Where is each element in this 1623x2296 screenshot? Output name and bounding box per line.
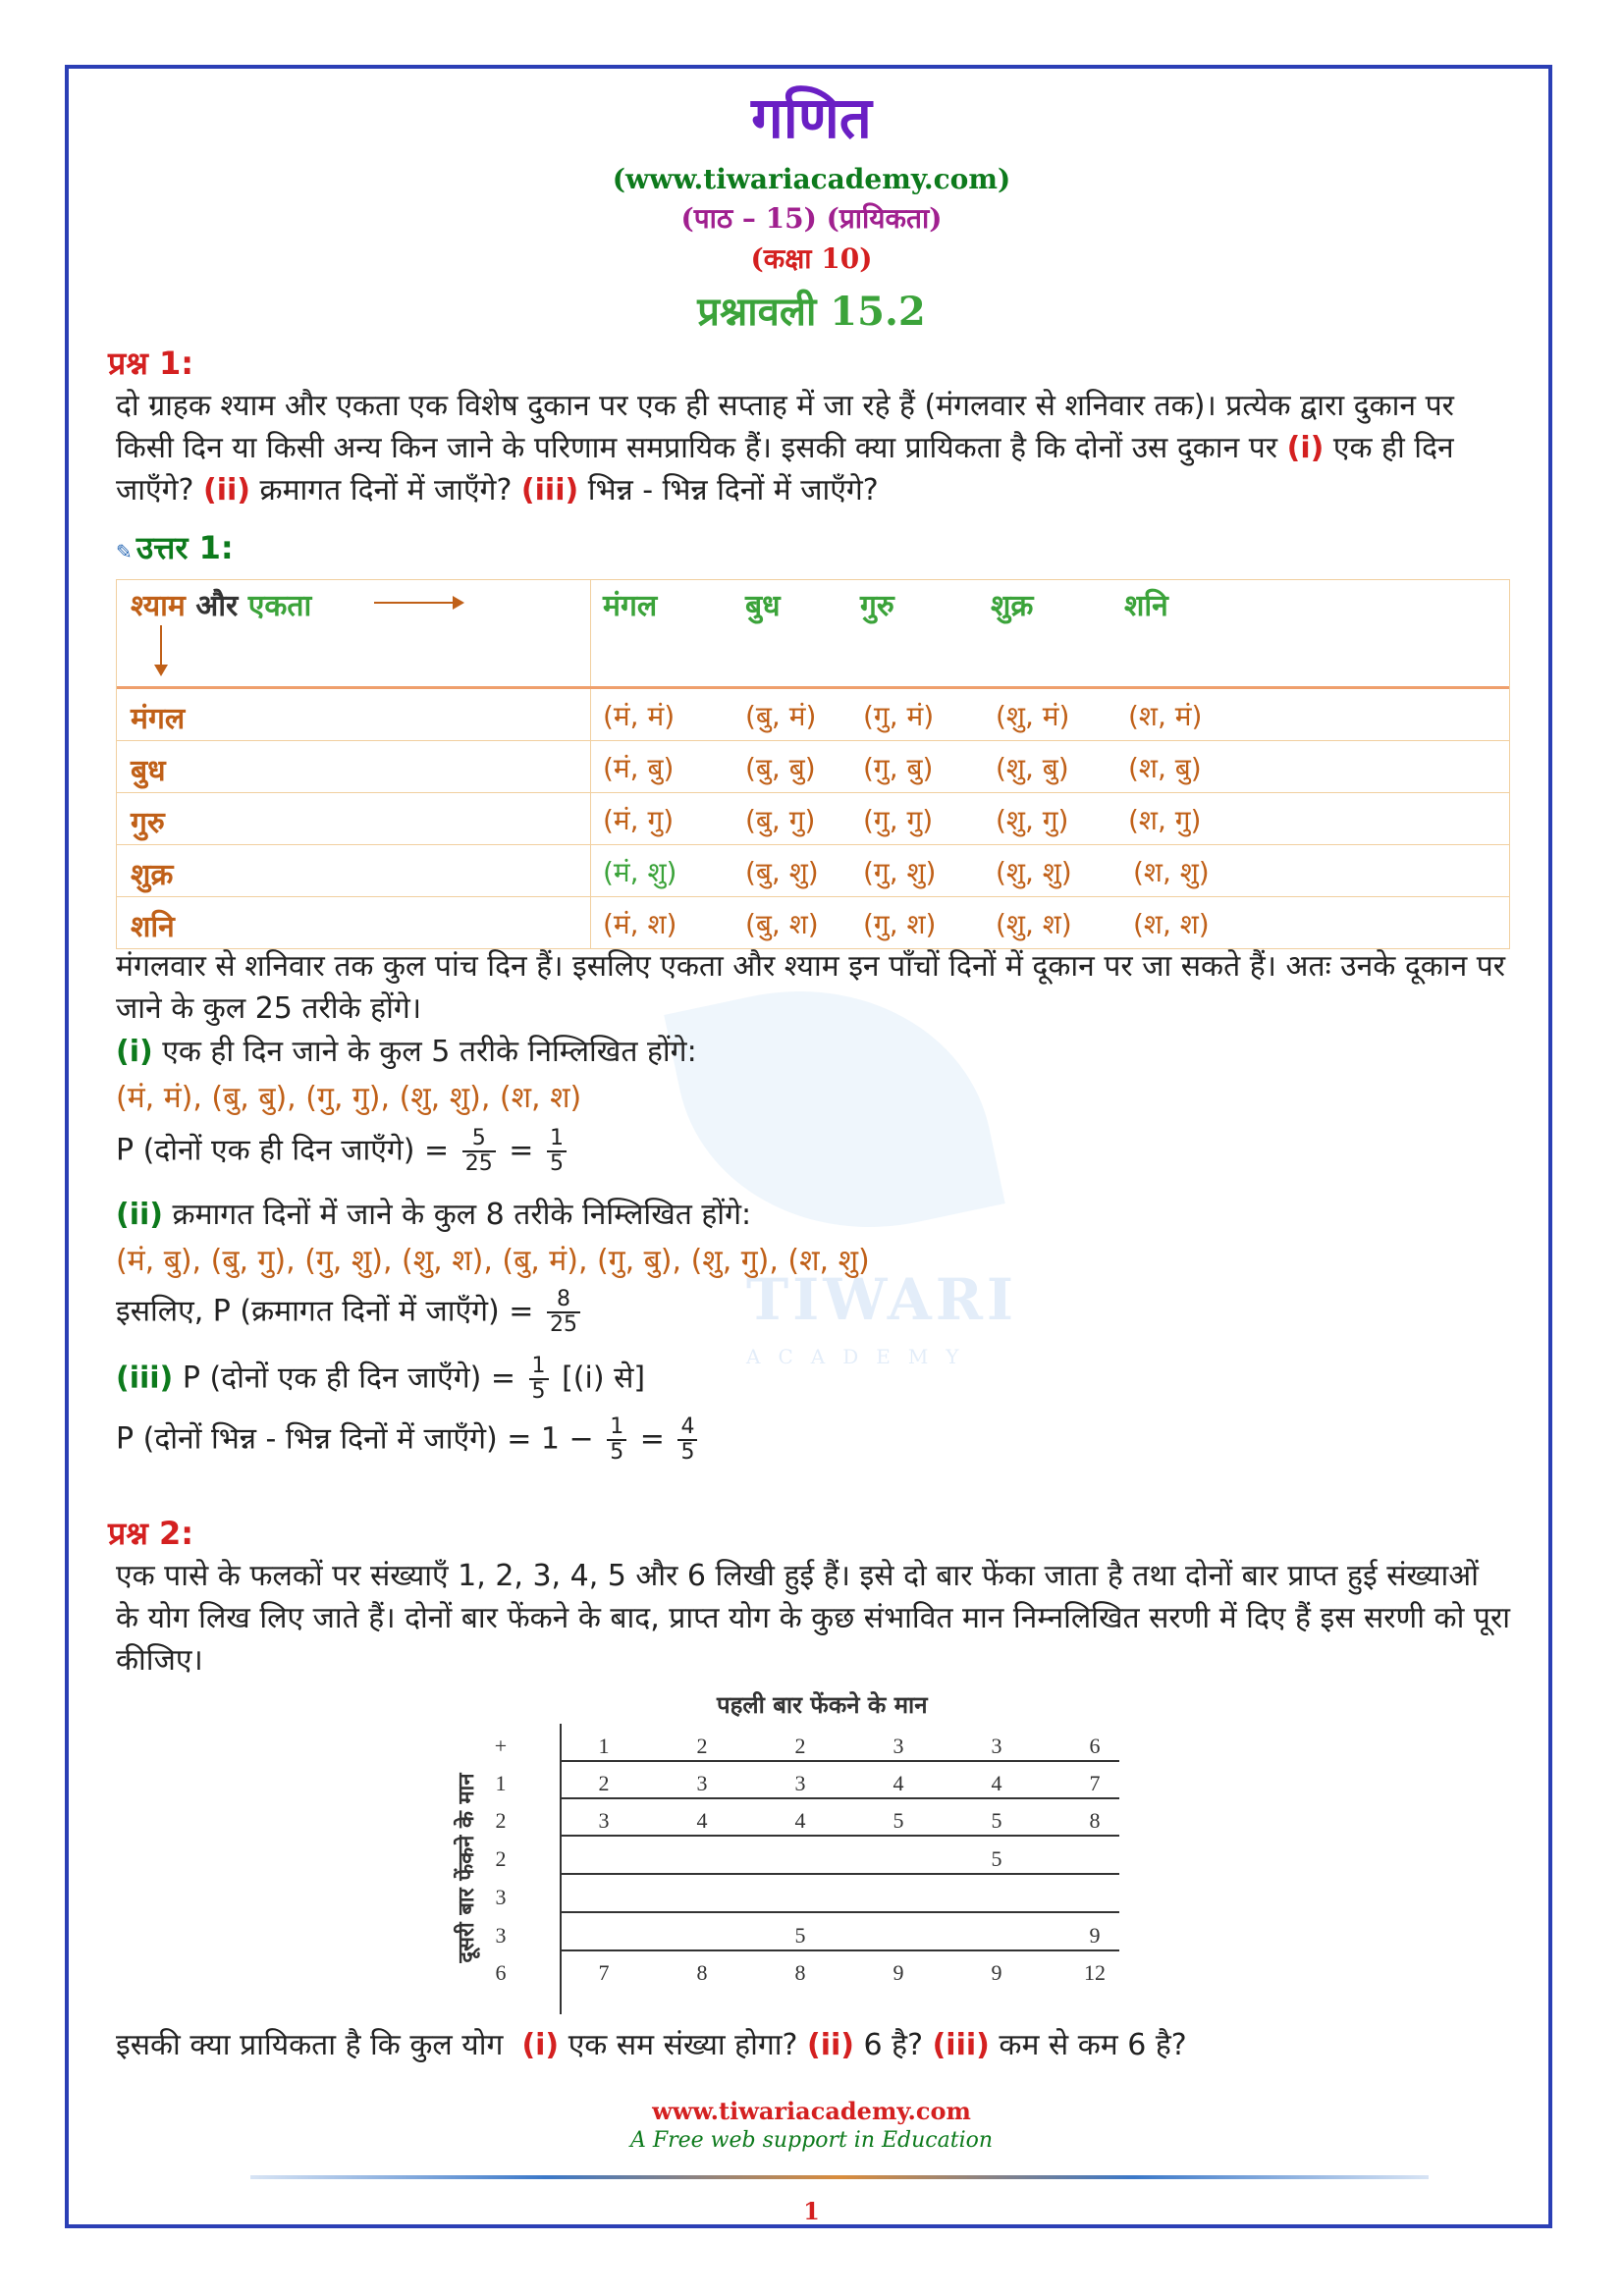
site-link[interactable]: (www.tiwariacademy.com) (612, 163, 1011, 195)
fraction: $\frac{4}{5}$ (677, 1415, 697, 1465)
table-cell: 5 (893, 1808, 904, 1833)
table-cell: 9 (893, 1960, 904, 1985)
answer-1-part-ii-prob: इसलिए, P (क्रमागत दिनों में जाएँगे) = $\frac{8}{25}$ (116, 1288, 1510, 1337)
fraction: $\frac{1}{5}$ (607, 1415, 626, 1465)
page-number: 1 (803, 2197, 820, 2225)
day-header: शुक्र (991, 589, 1034, 623)
table-cell: (गु, श) (863, 908, 937, 940)
row-label: शुक्र (131, 858, 174, 892)
table-cell: 7 (1089, 1771, 1101, 1795)
table-row (117, 792, 1509, 844)
row-label: 2 (495, 1846, 507, 1871)
table-cell: 4 (893, 1771, 904, 1795)
answer-1-part-i-prob: P (दोनों एक ही दिन जाएँगे) = $\frac{5}{25}$ = $\frac{1}{5}$ (116, 1127, 1510, 1176)
row-label: शनि (131, 910, 175, 944)
fraction: $\frac{1}{5}$ (547, 1127, 567, 1176)
table-cell: (शु, गु) (996, 804, 1069, 836)
answer-1-part-iii: (iii) P (दोनों एक ही दिन जाएँगे) = $\frac{1}{5}$ [(i) से] (116, 1354, 646, 1404)
table-cell: (गु, मं) (863, 700, 935, 732)
table-cell: (श, श) (1133, 908, 1210, 940)
table-cell: (श, मं) (1128, 700, 1203, 732)
table-caption: पहली बार फेंकने के मान (717, 1691, 928, 1719)
table-cell: (मं, शु) (603, 856, 677, 888)
table-cell: 8 (1089, 1808, 1101, 1833)
table-cell: (शु, बु) (996, 752, 1069, 784)
table-cell: (बु, शु) (745, 856, 819, 888)
table-cell: (श, बु) (1128, 752, 1202, 784)
exercise-title: प्रश्नावली 15.2 (697, 289, 926, 335)
fraction: $\frac{1}{5}$ (529, 1355, 549, 1404)
answer-1-part-ii: (ii) क्रमागत दिनों में जाने के कुल 8 तरीके निम्लिखित होंगे: (116, 1198, 752, 1232)
dice-sum-table (452, 1688, 1178, 2012)
arrow-right-icon (374, 602, 462, 604)
table-header-cell: 2 (794, 1734, 806, 1758)
table-cell: 4 (794, 1808, 806, 1833)
question-1-text: दो ग्राहक श्याम और एकता एक विशेष दुकान पर एक ही सप्ताह में जा रहे हैं (मंगलवार से शनिवार तक)। प्रत्येक द्वारा दुकान पर किसी दिन या किसी अन्य किन जाने के परिणाम समप्रायिक हैं। इसकी क्या प्रायिकता है कि दोनों उस दुकान पर (i) एक ही दिन जाएँगे? (ii) क्रमागत दिनों में जाएँगे? (iii) भिन्न - भिन्न दिनों में जाएँगे? (116, 389, 1454, 507)
table-cell: (मं, श) (603, 908, 677, 940)
row-label: गुरु (131, 806, 165, 840)
table-header-cell: 1 (598, 1734, 610, 1758)
answer-1-label: ✎ उत्तर 1: (116, 529, 234, 566)
header-ekta: एकता (247, 589, 312, 623)
table-header-cell: 3 (893, 1734, 904, 1758)
table-cell: 7 (598, 1960, 610, 1985)
fraction: $\frac{8}{25}$ (547, 1288, 580, 1337)
table-cell: (बु, गु) (745, 804, 816, 836)
table-cell: 5 (794, 1923, 806, 1948)
table-cell: (मं, बु) (603, 752, 675, 784)
table-cell: (श, शु) (1133, 856, 1210, 888)
table-cell: 12 (1084, 1960, 1106, 1985)
day-combination-table (116, 579, 1510, 949)
header-shyam: श्याम (131, 589, 186, 623)
row-label: मंगल (131, 702, 186, 736)
table-cell: (गु, बु) (863, 752, 934, 784)
row-label: 1 (495, 1771, 507, 1795)
fraction: $\frac{5}{25}$ (462, 1127, 496, 1176)
day-header: मंगल (603, 589, 658, 623)
row-label: बुध (131, 754, 166, 788)
answer-1-part-i: (i) एक ही दिन जाने के कुल 5 तरीके निम्लिखित होंगे: (116, 1035, 697, 1069)
question-1-label: प्रश्न 1: (108, 345, 194, 382)
table-header-cell: 2 (696, 1734, 708, 1758)
table-cell: 3 (696, 1771, 708, 1795)
table-divider (560, 1911, 1119, 1913)
table-cell: 5 (991, 1846, 1002, 1871)
table-cell: (गु, गु) (863, 804, 934, 836)
table-cell: (शु, श) (996, 908, 1072, 940)
table-cell: 8 (696, 1960, 708, 1985)
footer-divider (250, 2175, 1429, 2179)
question-2-ask: इसकी क्या प्रायिकता है कि कुल योग (i) एक सम संख्या होगा? (ii) 6 है? (iii) कम से कम 6 है? (116, 2028, 1187, 2062)
table-row (117, 844, 1509, 896)
day-header: गुरु (860, 589, 894, 623)
day-header: शनि (1124, 589, 1168, 623)
table-corner-cell (117, 580, 591, 686)
question-2-label: प्रश्न 2: (108, 1515, 194, 1552)
page-title: गणित (751, 84, 872, 151)
table-cell: (मं, गु) (603, 804, 675, 836)
table-header-cell: 6 (1089, 1734, 1101, 1758)
row-label: 3 (495, 1923, 507, 1948)
table-row (117, 689, 1509, 740)
table-divider (560, 1760, 1119, 1762)
table-cell: 4 (991, 1771, 1002, 1795)
class-label: (कक्षा 10) (750, 242, 873, 275)
row-label: 6 (495, 1960, 507, 1985)
answer-1-part-iii-prob: P (दोनों भिन्न - भिन्न दिनों में जाएँगे) = 1 − $\frac{1}{5}$ = $\frac{4}{5}$ (116, 1415, 1510, 1465)
answer-1-part-ii-list: (मं, बु), (बु, गु), (गु, शु), (शु, श), (बु, मं), (गु, बु), (शु, गु), (श, शु) (116, 1244, 870, 1278)
table-cell: (गु, शु) (863, 856, 937, 888)
footer-site-link[interactable]: www.tiwariacademy.com (652, 2097, 971, 2125)
table-cell: 9 (991, 1960, 1002, 1985)
table-header-row (117, 580, 1509, 689)
table-divider (560, 1835, 1119, 1837)
table-cell: 4 (696, 1808, 708, 1833)
lesson-title: (पाठ – 15) (प्रायिकता) (680, 202, 943, 235)
row-label: 2 (495, 1808, 507, 1833)
table-cell: 5 (991, 1808, 1002, 1833)
table-cell: 3 (794, 1771, 806, 1795)
table-side-label: दूसरी बार फेंकने के मान (455, 1773, 479, 1963)
answer-1-intro: मंगलवार से शनिवार तक कुल पांच दिन हैं। इसलिए एकता और श्याम इन पाँचों दिनों में दूकान पर जा सकते हैं। अतः उनके दूकान पर जाने के कुल 25 तरीके होंगे। (116, 949, 1506, 1026)
table-cell: (बु, मं) (745, 700, 817, 732)
table-header-cell: + (494, 1734, 508, 1758)
watermark-subtext: ACADEMY (746, 1345, 977, 1368)
pen-icon: ✎ (116, 540, 133, 563)
question-2-text: एक पासे के फलकों पर संख्याएँ 1, 2, 3, 4, 5 और 6 लिखी हुई हैं। इसे दो बार फेंका जाता है तथा दोनों बार प्राप्त हुई संख्याओं के योग लिख लिए जाते हैं। दोनों बार फेंकने के बाद, प्राप्त योग के कुछ संभावित मान निम्नलिखित सरणी में दिए हैं इस सरणी को पूरा कीजिए। (116, 1559, 1510, 1678)
table-cell: (श, गु) (1128, 804, 1202, 836)
table-divider (560, 1797, 1119, 1799)
table-cell: 2 (598, 1771, 610, 1795)
table-divider (560, 1724, 562, 2014)
day-header: बुध (745, 589, 781, 623)
header-and: और (195, 589, 239, 623)
table-cell: (बु, बु) (745, 752, 816, 784)
table-cell: (शु, शु) (996, 856, 1072, 888)
table-cell: 3 (598, 1808, 610, 1833)
table-header-cell: 3 (991, 1734, 1002, 1758)
footer-tagline: A Free web support in Education (629, 2128, 994, 2153)
row-label: 3 (495, 1885, 507, 1909)
watermark-text: TIWARI (746, 1266, 1018, 1333)
table-row (117, 740, 1509, 792)
arrow-down-icon (160, 625, 162, 672)
table-cell: (शु, मं) (996, 700, 1070, 732)
table-cell: (मं, मं) (603, 700, 676, 732)
table-cell: (बु, श) (745, 908, 819, 940)
table-cell: 8 (794, 1960, 806, 1985)
table-row (117, 896, 1509, 948)
table-divider (560, 1873, 1119, 1875)
table-divider (560, 1949, 1119, 1951)
answer-1-part-i-list: (मं, मं), (बु, बु), (गु, गु), (शु, शु), (श, श) (116, 1081, 582, 1115)
table-cell: 9 (1089, 1923, 1101, 1948)
